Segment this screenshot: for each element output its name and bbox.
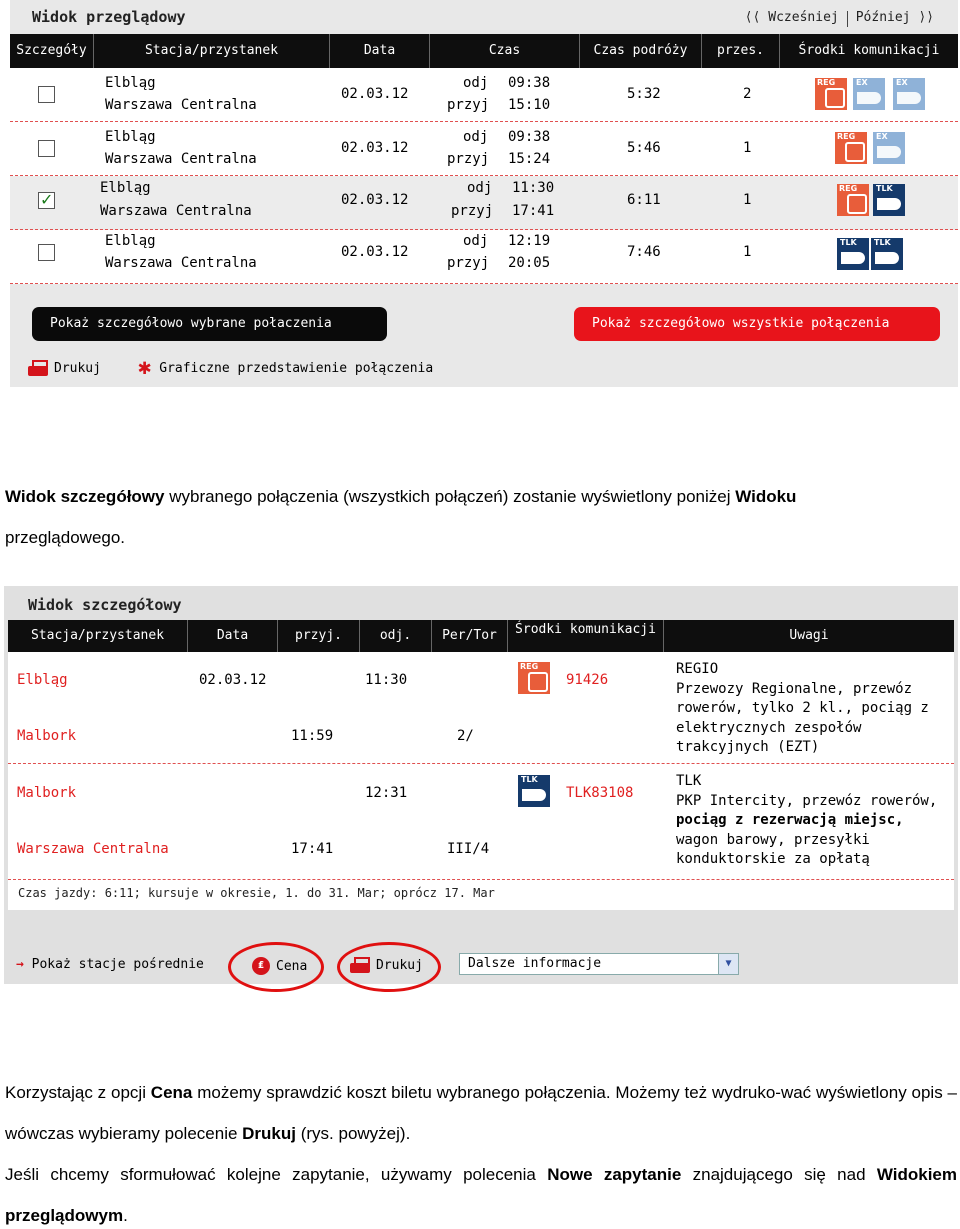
remark-line-bold	[676, 811, 937, 831]
text: znajdującego się nad	[681, 1165, 877, 1184]
print-link-label: Drukuj	[376, 957, 423, 973]
text-bold: Widok szczegółowy	[5, 487, 165, 506]
intermediate-stations-link[interactable]	[16, 957, 204, 972]
train-number-link[interactable]: 91426	[566, 672, 609, 688]
details-table-header	[8, 620, 954, 652]
row-dep: 09:38	[508, 129, 551, 145]
text-bold: Widokiem przeglądowym	[5, 1165, 957, 1225]
text: wybranego połączenia (wszystkich połączeń) zostanie wyświetlony poniżej	[164, 487, 736, 506]
detail-arrival: 11:59	[291, 728, 334, 744]
table-row[interactable]	[10, 68, 958, 122]
table-row	[8, 764, 954, 880]
detail-departure: 11:30	[365, 672, 408, 688]
row-arr: 17:41	[512, 203, 555, 219]
row-changes: 1	[743, 244, 752, 260]
text-bold: Drukuj	[242, 1124, 296, 1143]
text: (rys. powyżej).	[296, 1124, 411, 1143]
detail-platform: III/4	[447, 841, 490, 857]
col-transport[interactable]: Środki komunikacji	[798, 43, 940, 58]
col-details[interactable]: Szczegóły	[10, 34, 94, 68]
reg-train-icon: REG	[835, 132, 867, 164]
row-date: 02.03.12	[341, 140, 409, 156]
row-to: Warszawa Centralna	[105, 255, 257, 271]
text: Korzystając z opcji	[5, 1083, 151, 1102]
show-selected-button[interactable]: Pokaż szczegółowo wybrane połaczenia	[32, 307, 387, 341]
col-time[interactable]: Czas	[430, 34, 580, 68]
print-link[interactable]	[350, 957, 423, 973]
table-row[interactable]	[10, 230, 958, 284]
asterisk-icon: ✱	[138, 355, 152, 380]
row-checkbox[interactable]	[38, 140, 55, 157]
col-platform: Per/Tor	[432, 620, 508, 652]
col-station[interactable]: Stacja/przystanek	[94, 34, 330, 68]
reg-train-icon: REG	[518, 662, 550, 694]
arrow-right-icon: →	[16, 957, 24, 972]
station-link[interactable]: Malbork	[17, 785, 77, 801]
tlk-train-icon: TLK	[873, 184, 905, 216]
details-table-body	[8, 652, 954, 910]
more-info-value: Dalsze informacje	[468, 956, 602, 971]
remark-line: TLK	[676, 773, 702, 789]
col-date[interactable]: Data	[330, 34, 430, 68]
remark-line: elektrycznych zespołów	[676, 719, 862, 736]
station-link[interactable]: Elbląg	[17, 672, 68, 688]
col-remarks: Uwagi	[789, 628, 829, 643]
row-arr: 15:10	[508, 97, 551, 113]
col-duration[interactable]: Czas podróży	[580, 34, 702, 68]
remark-line: wagon barowy, przesyłki	[676, 831, 870, 848]
row-arr-label: przyj	[447, 97, 490, 113]
row-changes: 2	[743, 86, 752, 102]
remarks	[676, 660, 929, 758]
row-dep-label: odj	[463, 129, 489, 145]
col-transport: Środki komunikacji	[508, 620, 664, 652]
printer-icon	[350, 957, 370, 973]
table-row-selected[interactable]	[10, 176, 958, 230]
train-number-link[interactable]: TLK83108	[566, 785, 634, 801]
intermediate-stations-label: Pokaż stacje pośrednie	[31, 957, 204, 972]
row-to: Warszawa Centralna	[105, 151, 257, 167]
remark-line: PKP Intercity, przewóz rowerów,	[676, 792, 938, 809]
print-link[interactable]	[28, 360, 101, 376]
ex-train-icon: EX	[893, 78, 925, 110]
col-station: Stacja/przystanek	[8, 620, 188, 652]
tlk-train-icon: TLK	[518, 775, 550, 807]
detail-arrival: 17:41	[291, 841, 334, 857]
text: Jeśli chcemy sformułować kolejne zapytanie, używamy polecenia	[5, 1165, 548, 1184]
later-link[interactable]: Później ⟩⟩	[855, 10, 934, 25]
row-checkbox[interactable]	[38, 244, 55, 261]
row-duration: 5:32	[627, 86, 661, 102]
ex-train-icon: EX	[873, 132, 905, 164]
row-duration: 5:46	[627, 140, 661, 156]
station-link[interactable]: Malbork	[17, 728, 77, 744]
price-link[interactable]	[252, 957, 307, 975]
text-bold: Nowe zapytanie	[547, 1165, 682, 1184]
remark-line: rowerów, tylko 2 kl., pociąg z	[676, 700, 929, 716]
row-to: Warszawa Centralna	[100, 203, 252, 219]
row-arr: 15:24	[508, 151, 551, 167]
travel-time-summary: Czas jazdy: 6:11; kursuje w okresie, 1. do 31. Mar; oprócz 17. Mar	[18, 886, 495, 900]
row-checkbox[interactable]	[38, 86, 55, 103]
overview-table-header	[10, 34, 958, 68]
row-to: Warszawa Centralna	[105, 97, 257, 113]
station-link[interactable]: Warszawa Centralna	[17, 841, 169, 857]
remark-line: trakcyjnych (EZT)	[676, 739, 820, 755]
remark-line: konduktorskie za opłatą	[676, 851, 870, 867]
row-checkbox-checked[interactable]	[38, 192, 55, 209]
tlk-train-icon: TLK	[837, 238, 869, 270]
earlier-link[interactable]: ⟨⟨ Wcześniej	[744, 10, 839, 25]
chevron-down-icon[interactable]: ▼	[718, 954, 738, 974]
graphic-view-label: Graficzne przedstawienie połączenia	[159, 360, 434, 376]
overview-title: Widok przeglądowy	[32, 8, 186, 26]
remark-line: REGIO	[676, 661, 719, 677]
row-arr-label: przyj	[447, 151, 490, 167]
overview-panel	[10, 0, 958, 387]
row-from: Elbląg	[105, 75, 156, 91]
detail-departure: 12:31	[365, 785, 408, 801]
col-arrival: przyj.	[278, 620, 360, 652]
more-info-select[interactable]	[459, 953, 739, 975]
print-link-label: Drukuj	[54, 360, 101, 376]
col-departure: odj.	[360, 620, 432, 652]
row-arr: 20:05	[508, 255, 551, 271]
detail-date: 02.03.12	[199, 672, 267, 688]
table-row[interactable]	[10, 122, 958, 176]
graphic-view-link[interactable]	[138, 355, 434, 380]
row-dep-label: odj	[467, 180, 493, 196]
tlk-train-icon: TLK	[871, 238, 903, 270]
price-label: Cena	[276, 958, 308, 974]
paragraph-detail-intro	[5, 476, 957, 558]
text-bold: Cena	[150, 1083, 193, 1102]
row-dep: 11:30	[512, 180, 555, 196]
row-from: Elbląg	[105, 233, 156, 249]
details-title: Widok szczegółowy	[28, 596, 182, 614]
ex-train-icon: EX	[853, 78, 885, 110]
details-panel	[4, 586, 958, 984]
pagination-nav	[737, 10, 942, 27]
overview-table-body	[10, 68, 958, 284]
row-date: 02.03.12	[341, 192, 409, 208]
row-arr-label: przyj	[447, 255, 490, 271]
remark-line: Przewozy Regionalne, przewóz	[676, 680, 913, 697]
price-icon: ₤	[252, 957, 270, 975]
text: przeglądowego.	[5, 528, 126, 547]
row-dep: 09:38	[508, 75, 551, 91]
row-dep: 12:19	[508, 233, 551, 249]
text: .	[123, 1206, 128, 1225]
row-dep-label: odj	[463, 75, 489, 91]
row-duration: 7:46	[627, 244, 661, 260]
row-from: Elbląg	[105, 129, 156, 145]
row-arr-label: przyj	[451, 203, 494, 219]
col-changes[interactable]: przes.	[702, 34, 780, 68]
paragraph-price-print	[5, 1072, 957, 1154]
remarks	[676, 772, 937, 870]
row-date: 02.03.12	[341, 86, 409, 102]
reg-train-icon: REG	[815, 78, 847, 110]
remark-bold-text: pociąg z rezerwacją miejsc,	[676, 812, 904, 828]
detail-platform: 2/	[457, 728, 474, 744]
show-all-button[interactable]: Pokaż szczegółowo wszystkie połączenia	[574, 307, 940, 341]
row-changes: 1	[743, 192, 752, 208]
reg-train-icon: REG	[837, 184, 869, 216]
table-row	[8, 652, 954, 764]
text-bold: Widoku	[735, 487, 797, 506]
text: możemy sprawdzić koszt biletu wybranego połączenia. Możemy też wydruko-wać wyświetlony opis – wówczas wybieramy polecenie	[5, 1083, 957, 1143]
row-from: Elbląg	[100, 180, 151, 196]
row-duration: 6:11	[627, 192, 661, 208]
paragraph-new-query	[5, 1154, 957, 1229]
row-changes: 1	[743, 140, 752, 156]
printer-icon	[28, 360, 48, 376]
row-date: 02.03.12	[341, 244, 409, 260]
col-date: Data	[188, 620, 278, 652]
row-dep-label: odj	[463, 233, 489, 249]
